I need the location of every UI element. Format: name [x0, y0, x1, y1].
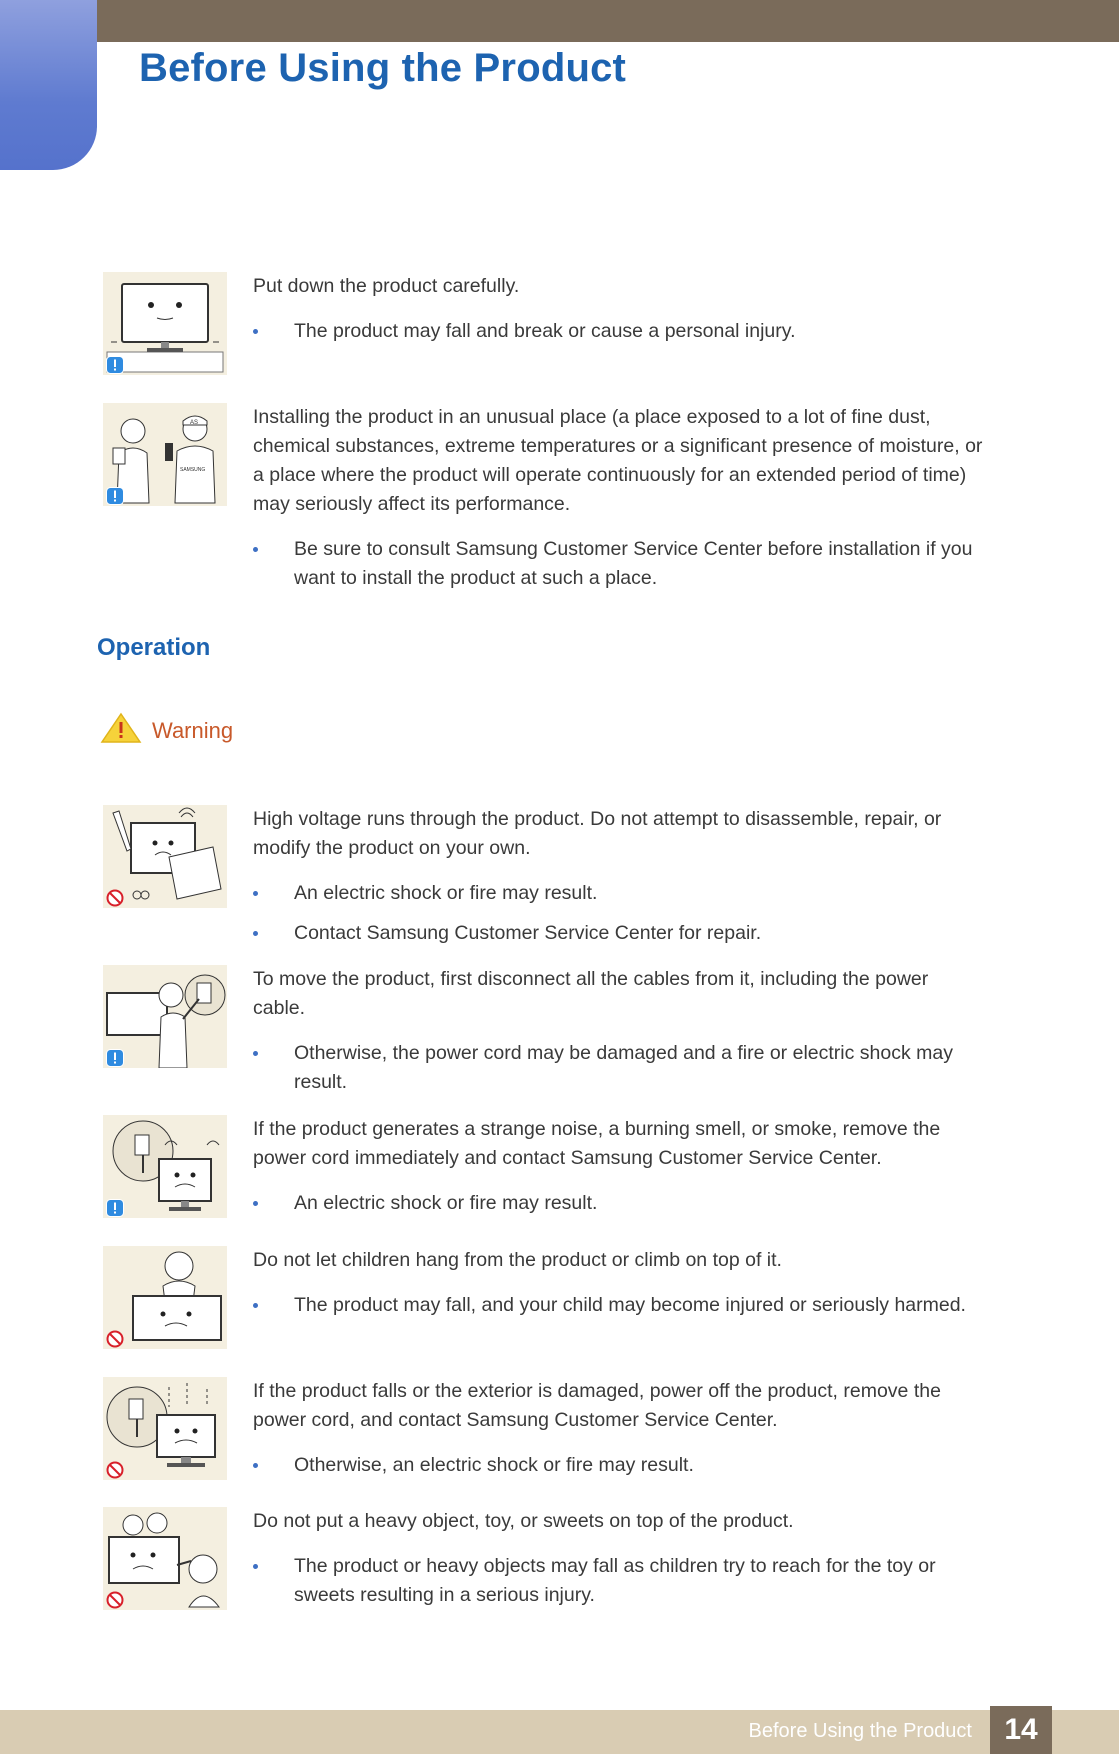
bullet-item: Otherwise, an electric shock or fire may result.: [253, 1451, 983, 1480]
caution-icon: [106, 1199, 124, 1217]
page-number: 14: [990, 1706, 1052, 1754]
illustration-toy-on-top: [103, 1507, 227, 1610]
instruction-text: Installing the product in an unusual place (a place exposed to a lot of fine dust, chemical substances, extreme temperatures or a significant presence of moisture, or a place where the product will operate continuously for an extended period of time) may seriously affect its performance.: [253, 406, 983, 515]
illustration-child-climbing: [103, 1246, 227, 1349]
footer-bar: [0, 1710, 1119, 1754]
bullet-item: Contact Samsung Customer Service Center for repair.: [253, 919, 983, 948]
bullet-item: Be sure to consult Samsung Customer Service Center before installation if you want to install the product at such a place.: [253, 535, 983, 593]
illustration-fallen-product: [103, 1377, 227, 1480]
illustration-monitor-on-table: [103, 272, 227, 375]
caution-icon: [106, 1049, 124, 1067]
bullet-item: The product may fall, and your child may become injured or seriously harmed.: [253, 1291, 983, 1320]
bullet-list: [253, 1291, 983, 1320]
prohibited-icon: [106, 1591, 124, 1609]
bullet-list: [253, 1189, 983, 1218]
prohibited-icon: [106, 889, 124, 907]
caution-icon: [106, 356, 124, 374]
instruction-text: If the product generates a strange noise, a burning smell, or smoke, remove the power cord immediately and contact Samsung Customer Service Center.: [253, 1118, 941, 1169]
bullet-item: An electric shock or fire may result.: [253, 879, 983, 908]
footer-title: Before Using the Product: [748, 1720, 972, 1742]
page-title: Before Using the Product: [139, 46, 627, 90]
bullet-list: [253, 1039, 983, 1097]
instruction-text: If the product falls or the exterior is damaged, power off the product, remove the power cord, and contact Samsung Customer Service Center.: [253, 1380, 941, 1431]
instruction-text: Put down the product carefully.: [253, 275, 520, 297]
illustration-smoke-unplug: [103, 1115, 227, 1218]
illustration-service-staff: [103, 403, 227, 506]
bullet-item: The product or heavy objects may fall as children try to reach for the toy or sweets resulting in a serious injury.: [253, 1552, 983, 1610]
bullet-list: [253, 535, 983, 593]
instruction-text: High voltage runs through the product. Do not attempt to disassemble, repair, or modify the product on your own.: [253, 808, 942, 859]
instruction-text: Do not let children hang from the product or climb on top of it.: [253, 1249, 782, 1271]
bullet-list: [253, 1552, 983, 1610]
bullet-list: [253, 317, 983, 346]
prohibited-icon: [106, 1461, 124, 1479]
instruction-text: Do not put a heavy object, toy, or sweets on top of the product.: [253, 1510, 794, 1532]
illustration-unplug-cable: [103, 965, 227, 1068]
warning-label: Warning: [152, 718, 234, 743]
svg-text:SAMSUNG: SAMSUNG: [180, 467, 206, 473]
caution-icon: [106, 487, 124, 505]
warning-triangle-icon: [100, 712, 142, 744]
bullet-item: The product may fall and break or cause a personal injury.: [253, 317, 983, 346]
top-bar: [0, 0, 1119, 42]
illustration-disassembly: [103, 805, 227, 908]
bullet-list: [253, 1451, 983, 1480]
svg-text:AS: AS: [190, 420, 199, 426]
bullet-item: An electric shock or fire may result.: [253, 1189, 983, 1218]
prohibited-icon: [106, 1330, 124, 1348]
bullet-list: [253, 879, 983, 948]
instruction-text: To move the product, first disconnect all the cables from it, including the power cable.: [253, 968, 929, 1019]
section-tab: [0, 0, 97, 170]
section-heading: Operation: [97, 634, 211, 661]
bullet-item: Otherwise, the power cord may be damaged and a fire or electric shock may result.: [253, 1039, 983, 1097]
